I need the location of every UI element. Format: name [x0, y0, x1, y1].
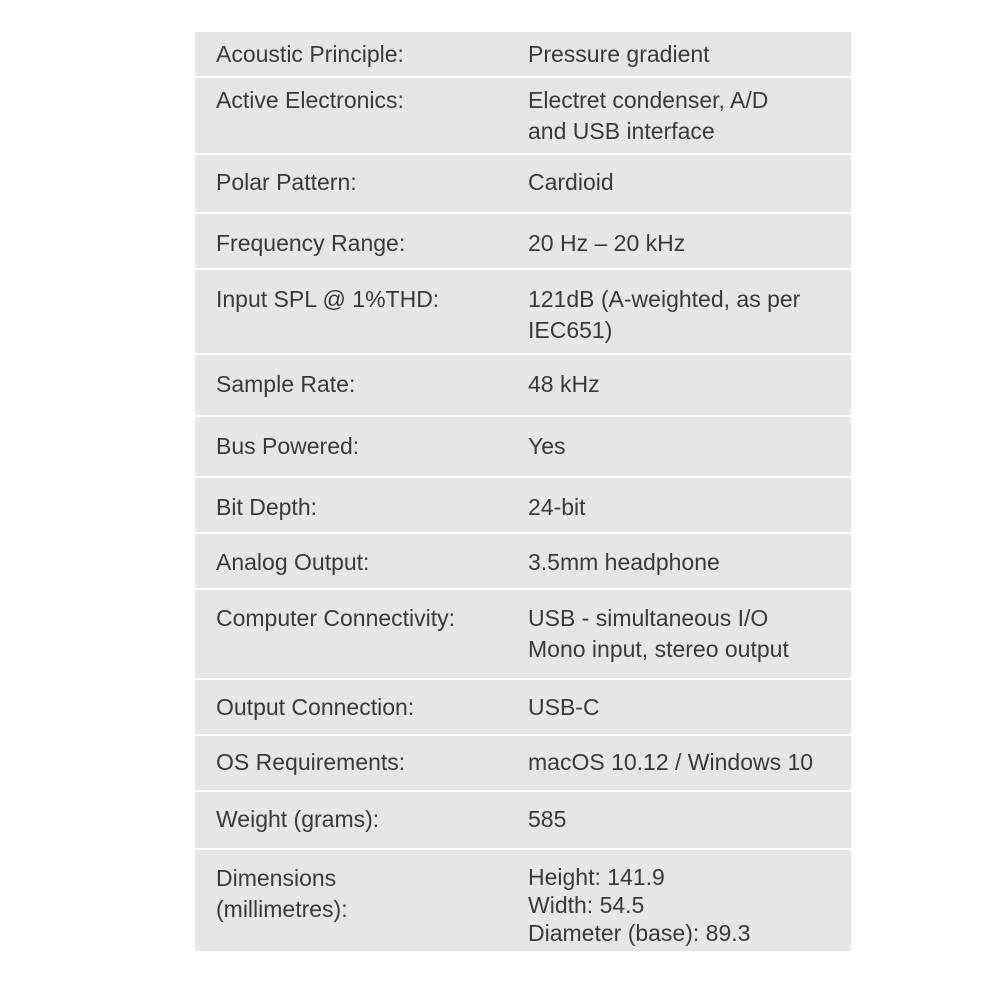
spec-label: Weight (grams):	[216, 806, 380, 832]
spec-label: Bus Powered:	[216, 433, 360, 459]
spec-value: macOS 10.12 / Windows 10	[528, 749, 814, 775]
spec-label: Dimensions (millimetres):	[216, 865, 348, 922]
spec-label: Polar Pattern:	[216, 169, 357, 195]
spec-label: Input SPL @ 1%THD:	[216, 286, 440, 312]
spec-value: 585	[528, 806, 567, 832]
spec-label: Active Electronics:	[216, 87, 404, 113]
spec-row-output-connection	[195, 680, 851, 736]
spec-row-bit-depth	[195, 478, 851, 534]
spec-value: Height: 141.9 Width: 54.5 Diameter (base): 89.3	[528, 864, 751, 946]
spec-value: 24-bit	[528, 494, 586, 520]
spec-value: Cardioid	[528, 169, 614, 195]
spec-label: Bit Depth:	[216, 494, 317, 520]
spec-value: Yes	[528, 433, 566, 459]
spec-label: Analog Output:	[216, 549, 370, 575]
spec-value: Pressure gradient	[528, 41, 710, 67]
spec-row-frequency-range	[195, 214, 851, 270]
spec-row-os-requirements	[195, 736, 851, 792]
spec-label: Sample Rate:	[216, 371, 356, 397]
spec-row-analog-output	[195, 534, 851, 590]
spec-value: 20 Hz – 20 kHz	[528, 230, 686, 256]
spec-value: USB - simultaneous I/O Mono input, stereo output	[528, 605, 789, 662]
spec-table	[195, 32, 851, 951]
spec-row-bus-powered	[195, 417, 851, 478]
spec-value: Electret condenser, A/D and USB interface	[528, 87, 769, 144]
spec-row-sample-rate	[195, 355, 851, 417]
spec-label: Frequency Range:	[216, 230, 406, 256]
spec-value: 48 kHz	[528, 371, 600, 397]
spec-value: 121dB (A-weighted, as per IEC651)	[528, 286, 801, 343]
spec-row-polar-pattern	[195, 155, 851, 214]
spec-row-acoustic-principle	[195, 32, 851, 78]
spec-row-input-spl	[195, 270, 851, 355]
spec-value: USB-C	[528, 694, 600, 720]
spec-row-weight	[195, 792, 851, 850]
spec-row-dimensions	[195, 850, 851, 951]
spec-label: Output Connection:	[216, 694, 415, 720]
spec-row-active-electronics	[195, 78, 851, 155]
spec-label: Computer Connectivity:	[216, 605, 456, 631]
spec-label: OS Requirements:	[216, 749, 406, 775]
spec-label: Acoustic Principle:	[216, 41, 404, 67]
spec-row-computer-connectivity	[195, 590, 851, 680]
spec-value: 3.5mm headphone	[528, 549, 720, 575]
